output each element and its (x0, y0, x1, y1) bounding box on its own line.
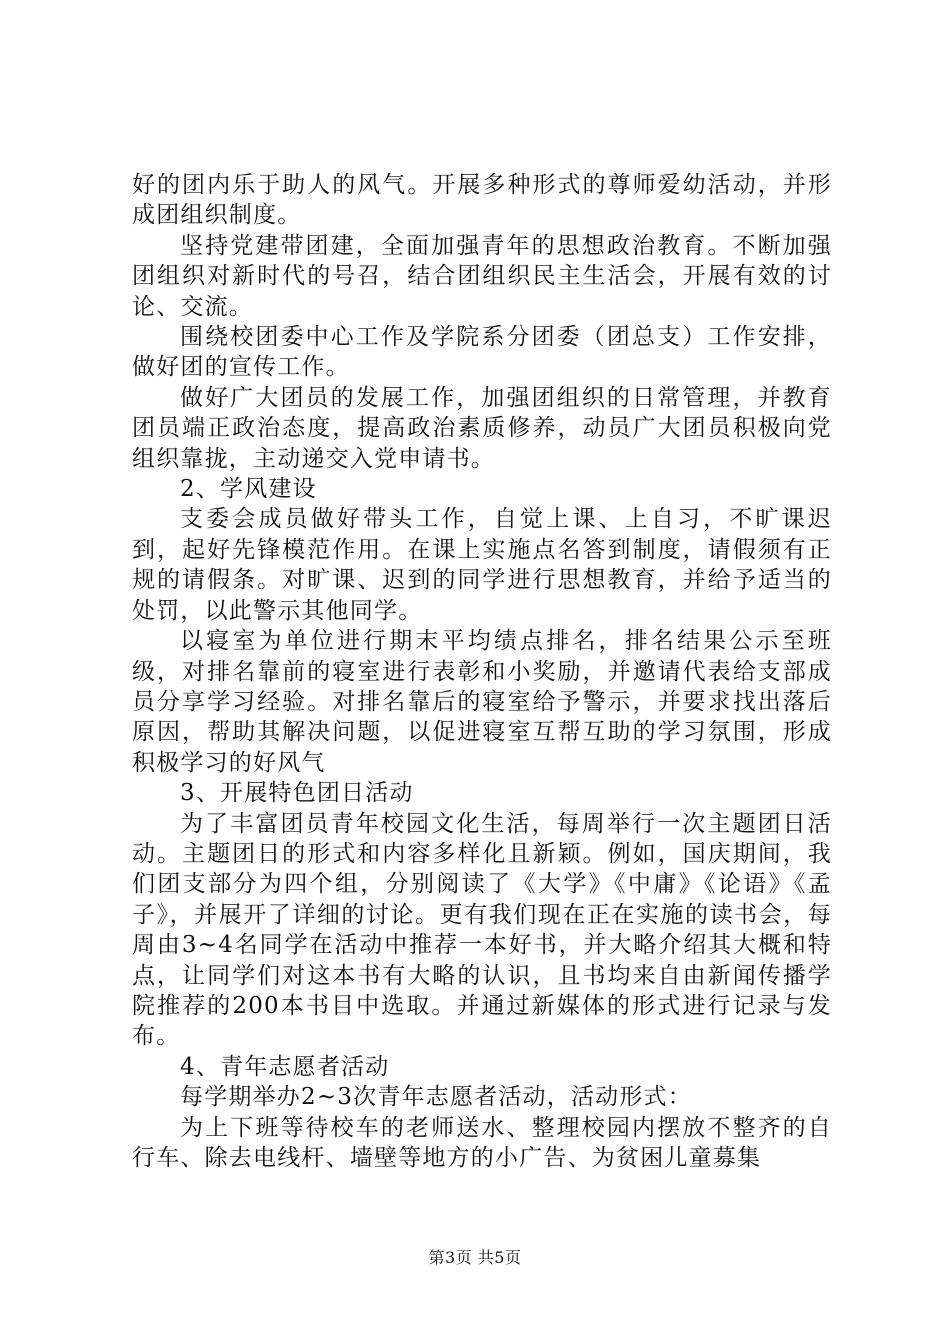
paragraph-4: 做好广大团员的发展工作，加强团组织的日常管理，并教育团员端正政治态度，提高政治素质修养，动员广大团员积极向党组织靠拢，主动递交入党申请书。 (132, 384, 832, 472)
section-heading-volunteer: 4、青年志愿者活动 (180, 1053, 390, 1080)
paragraph-8: 每学期举办2~3次青年志愿者活动，活动形式： (180, 1084, 692, 1111)
paragraph-7: 为了丰富团员青年校园文化生活，每周举行一次主题团日活动。主题团日的形式和内容多样化且新颖。例如，国庆期间，我们团支部分为四个组，分别阅读了《大学》《中庸》《论语》《孟子》，并展开了详细的讨论。更有我们现在正在实施的读书会，每周由3~4名同学在活动中推荐一本好书，并大略介绍其大概和特点，让同学们对这本书有大略的认识，且书均来自由新闻传播学院推荐的200本书目中选取。并通过新媒体的形式进行记录与发布。 (132, 810, 832, 1050)
section-heading-league-day: 3、开展特色团日活动 (180, 780, 414, 807)
paragraph-5: 支委会成员做好带头工作，自觉上课、上自习，不旷课迟到，起好先锋模范作用。在课上实施点名答到制度，请假须有正规的请假条。对旷课、迟到的同学进行思想教育，并给予适当的处罚，以此警示其他同学。 (132, 506, 832, 624)
section-heading-study-style: 2、学风建设 (180, 476, 317, 503)
paragraph-9: 为上下班等待校车的老师送水、整理校园内摆放不整齐的自行车、除去电线杆、墙壁等地方的小广告、为贫困儿童募集 (132, 1114, 832, 1171)
page-number-footer: 第3页 共5页 (428, 1248, 522, 1267)
paragraph-1: 好的团内乐于助人的风气。开展多种形式的尊师爱幼活动，并形成团组织制度。 (132, 172, 832, 229)
paragraph-6: 以寝室为单位进行期末平均绩点排名，排名结果公示至班级，对排名靠前的寝室进行表彰和小奖励，并邀请代表给支部成员分享学习经验。对排名靠后的寝室给予警示，并要求找出落后原因，帮助其解决问题，以促进寝室互帮互助的学习氛围，形成积极学习的好风气 (132, 628, 832, 776)
paragraph-3: 围绕校团委中心工作及学院系分团委（团总支）工作安排，做好团的宣传工作。 (132, 324, 832, 381)
document-body (132, 170, 832, 1173)
paragraph-2: 坚持党建带团建，全面加强青年的思想政治教育。不断加强团组织对新时代的号召，结合团组织民主生活会，开展有效的讨论、交流。 (132, 232, 832, 320)
